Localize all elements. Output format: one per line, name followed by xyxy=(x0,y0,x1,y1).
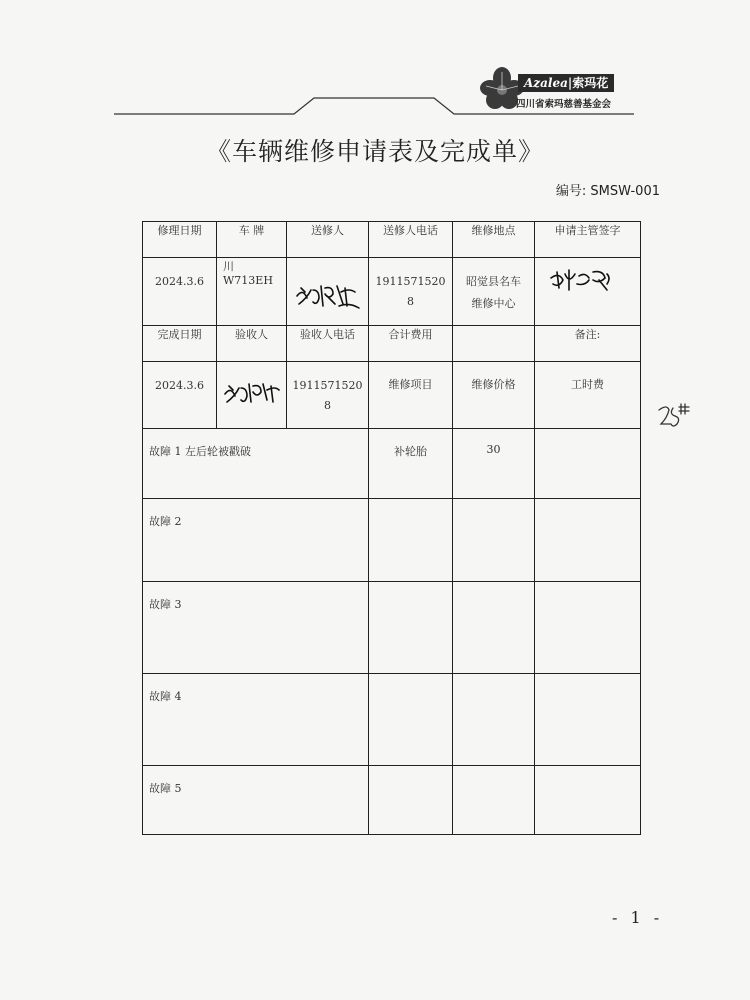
header-cell: 修理日期 xyxy=(143,222,217,258)
fault-item xyxy=(369,582,453,674)
fault-labor xyxy=(535,766,641,835)
fault-label: 故障 5 xyxy=(143,766,369,835)
fault-item: 补轮胎 xyxy=(369,429,453,499)
labor-fee-header: 工时费 xyxy=(535,362,641,429)
fault-item xyxy=(369,499,453,582)
plate-cell xyxy=(217,258,287,326)
fault-price xyxy=(453,674,535,766)
supervisor-signature xyxy=(547,266,617,294)
inspector-phone-line1: 1911571520 xyxy=(292,379,363,392)
logo-brand-zh: 索玛花 xyxy=(572,76,609,90)
header-cell: 完成日期 xyxy=(143,326,217,362)
fault-row xyxy=(143,499,641,582)
fault-row xyxy=(143,582,641,674)
sender-phone-cell xyxy=(369,258,453,326)
header-cell: 车 牌 xyxy=(217,222,287,258)
fault-price xyxy=(453,766,535,835)
sender-phone-line1: 1911571520 xyxy=(375,275,446,288)
completion-date-cell xyxy=(143,362,217,429)
fault-item xyxy=(369,766,453,835)
fault-price xyxy=(453,499,535,582)
fault-label: 故障 4 xyxy=(143,674,369,766)
location-line2: 维修中心 xyxy=(471,297,516,310)
header-row-2 xyxy=(143,326,641,362)
fault-labor xyxy=(535,582,641,674)
sender-signature xyxy=(293,278,363,312)
inspector-signature xyxy=(221,378,285,408)
header-cell: 申请主管签字 xyxy=(535,222,641,258)
inspector-phone-line2: 8 xyxy=(324,399,331,412)
inspector-signature-cell xyxy=(217,362,287,429)
inspector-phone-cell xyxy=(287,362,369,429)
fault-row xyxy=(143,766,641,835)
fault-label: 故障 2 xyxy=(143,499,369,582)
header-cell xyxy=(453,326,535,362)
supervisor-signature-cell xyxy=(535,258,641,326)
header-divider xyxy=(114,92,634,122)
fault-row xyxy=(143,674,641,766)
fault-label: 故障 3 xyxy=(143,582,369,674)
request-row xyxy=(143,258,641,326)
fault-row xyxy=(143,429,641,499)
fault-labor xyxy=(535,429,641,499)
completion-row xyxy=(143,362,641,429)
repair-date: 2024.3.6 xyxy=(155,275,204,288)
fault-labor xyxy=(535,499,641,582)
repair-location-cell xyxy=(453,258,535,326)
logo-org-name: 四川省索玛慈善基金会 xyxy=(516,99,612,110)
repair-date-cell xyxy=(143,258,217,326)
page-number: - 1 - xyxy=(612,908,664,927)
header-cell: 验收人电话 xyxy=(287,326,369,362)
logo-brand-en: Azalea xyxy=(524,76,568,90)
header-cell: 验收人 xyxy=(217,326,287,362)
header-cell: 送修人 xyxy=(287,222,369,258)
header-cell: 送修人电话 xyxy=(369,222,453,258)
header-cell: 维修地点 xyxy=(453,222,535,258)
repair-item-header: 维修项目 xyxy=(369,362,453,429)
fault-label: 故障 1 左后轮被戳破 xyxy=(143,429,369,499)
location-line1: 昭觉县名车 xyxy=(466,275,521,288)
logo-brand-bar: Azalea|索玛花 xyxy=(518,74,614,92)
header-row-1 xyxy=(143,222,641,258)
repair-form-table xyxy=(142,221,641,835)
fault-item xyxy=(369,674,453,766)
repair-price-header: 维修价格 xyxy=(453,362,535,429)
document-number: 编号: SMSW-001 xyxy=(555,184,660,199)
handwritten-margin-note xyxy=(655,400,695,432)
fault-price: 30 xyxy=(453,429,535,499)
fault-labor xyxy=(535,674,641,766)
fault-price xyxy=(453,582,535,674)
header-cell: 合计费用 xyxy=(369,326,453,362)
sender-phone-line2: 8 xyxy=(407,295,414,308)
page-title: 《车辆维修申请表及完成单》 xyxy=(205,137,544,166)
sender-signature-cell xyxy=(287,258,369,326)
completion-date: 2024.3.6 xyxy=(155,379,204,392)
header-cell: 备注: xyxy=(535,326,641,362)
plate-number: 川 W713EH xyxy=(223,260,273,287)
